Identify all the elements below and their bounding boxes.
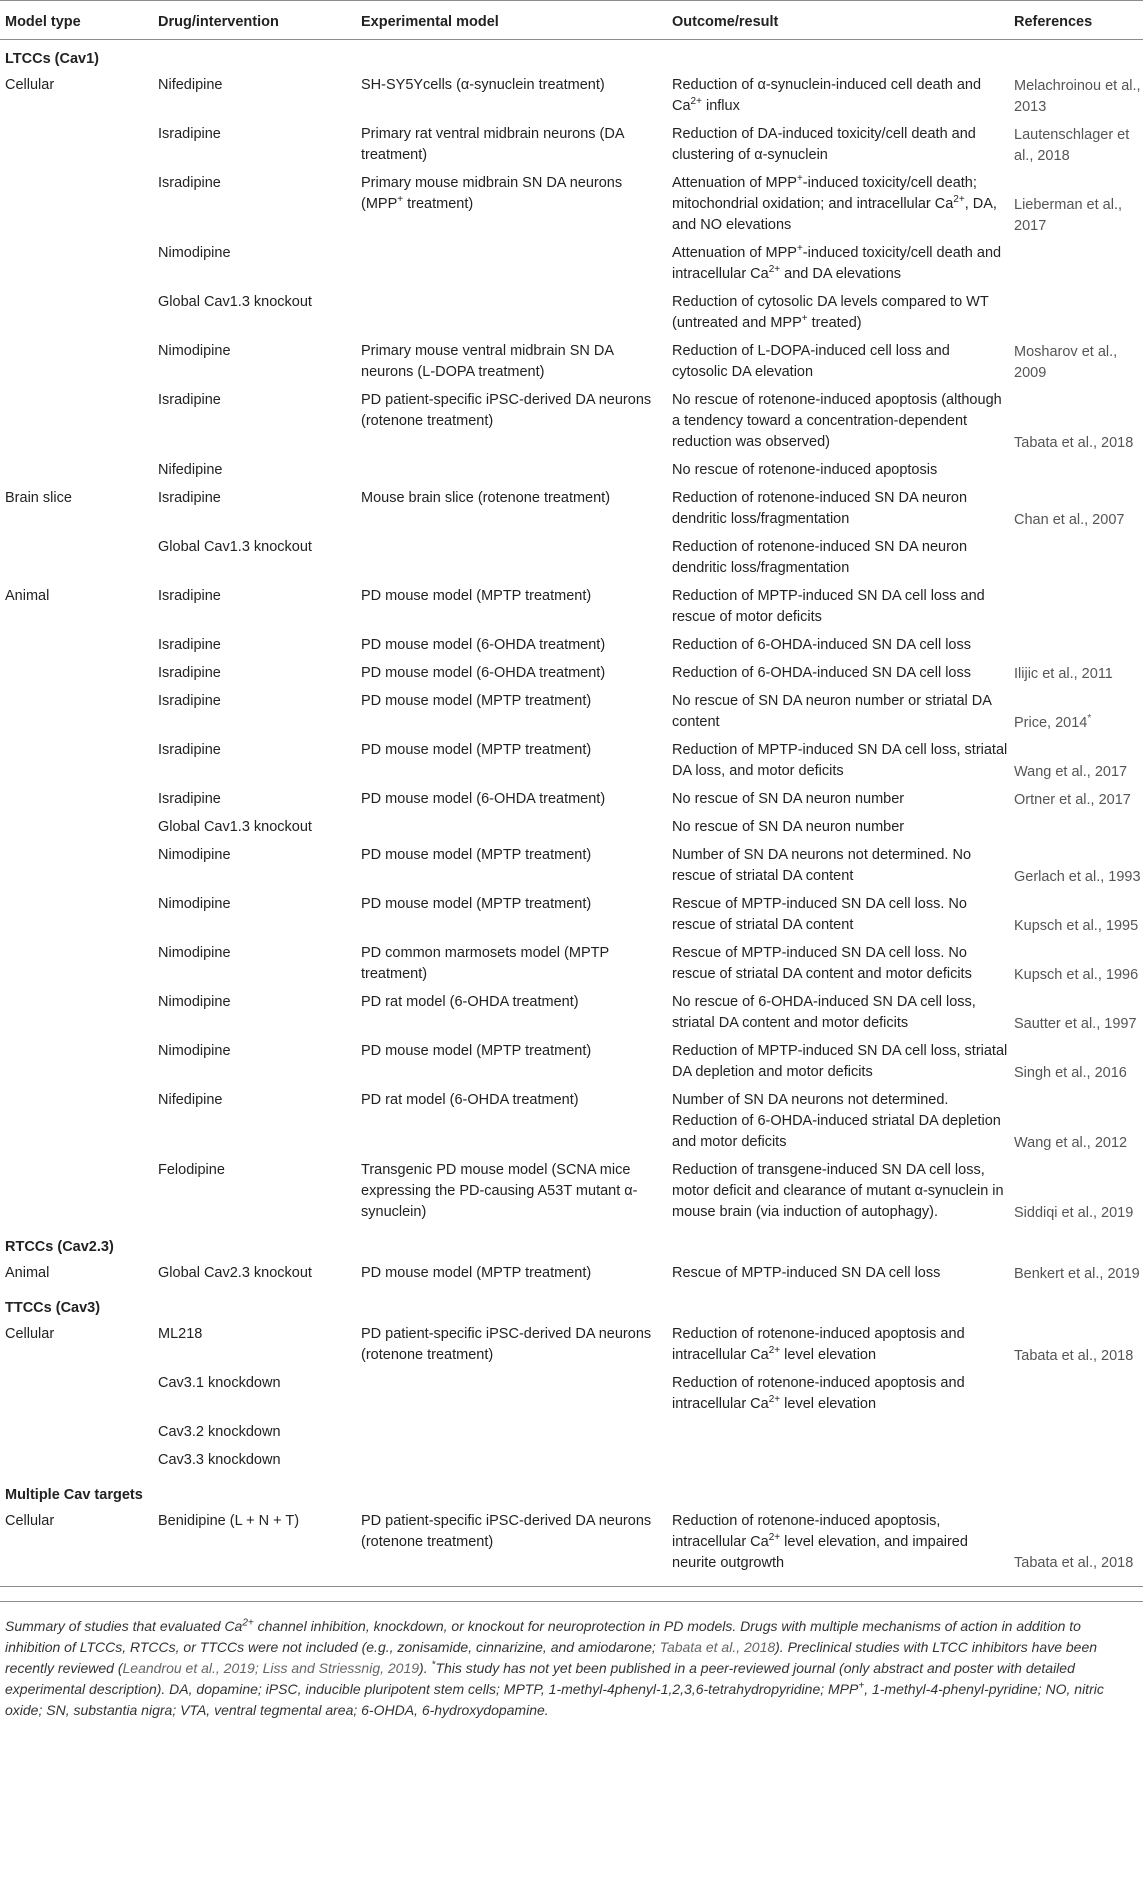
cell-experimental-model	[356, 815, 667, 843]
cell-model-type	[0, 738, 153, 787]
cell-drug: Nimodipine	[158, 245, 231, 261]
cell-experimental-model	[356, 458, 667, 486]
table-body	[0, 40, 1143, 1587]
cell-model-type	[0, 892, 153, 941]
cell-model-type	[0, 290, 153, 339]
table-row	[0, 290, 1143, 339]
cell-reference: Sautter et al., 1997	[1014, 1016, 1137, 1032]
table-row	[0, 941, 1143, 990]
cell-outcome: Reduction of 6-OHDA-induced SN DA cell loss	[672, 637, 971, 653]
cell-drug: Nimodipine	[158, 1043, 231, 1059]
cell-model-type: Cellular	[0, 1509, 153, 1587]
table-row	[0, 535, 1143, 584]
cell-model-type: Animal	[5, 1265, 50, 1281]
cell-experimental-model: Primary rat ventral midbrain neurons (DA treatment)	[361, 126, 624, 163]
cell-drug: Isradipine	[158, 637, 221, 653]
cell-reference: Ortner et al., 2017	[1014, 792, 1131, 808]
cell-drug: Nimodipine	[158, 847, 231, 863]
cell-experimental-model	[356, 1371, 667, 1420]
cell-reference	[1009, 290, 1143, 339]
table-row	[0, 1420, 1143, 1448]
cell-outcome: Reduction of DA-induced toxicity/cell death and clustering of α-synuclein	[672, 126, 976, 163]
cell-experimental-model: SH-SY5Ycells (α-synuclein treatment)	[361, 77, 605, 93]
cell-reference: Tabata et al., 2018	[1014, 435, 1134, 451]
cell-reference: Lieberman et al., 2017	[1014, 197, 1123, 234]
cell-drug: Global Cav2.3 knockout	[158, 1265, 312, 1281]
cell-reference	[1009, 1420, 1143, 1448]
table-row	[0, 892, 1143, 941]
cell-reference: Kupsch et al., 1996	[1014, 967, 1139, 983]
cell-model-type	[0, 843, 153, 892]
table-row	[0, 1039, 1143, 1088]
cell-model-type	[0, 241, 153, 290]
cell-drug: Isradipine	[158, 665, 221, 681]
cell-model-type	[0, 388, 153, 458]
cell-experimental-model: Primary mouse ventral midbrain SN DA neurons (L-DOPA treatment)	[361, 343, 614, 380]
cell-model-type	[0, 990, 153, 1039]
cell-drug: Isradipine	[158, 791, 221, 807]
section-title: RTCCs (Cav2.3)	[5, 1239, 114, 1255]
cell-experimental-model: PD mouse model (MPTP treatment)	[361, 742, 592, 758]
cell-model-type	[0, 815, 153, 843]
table-row	[0, 1448, 1143, 1476]
cell-experimental-model	[356, 1420, 667, 1448]
cell-reference	[1009, 815, 1143, 843]
cell-reference	[1009, 633, 1143, 661]
cell-reference: Price, 2014*	[1014, 713, 1092, 731]
cell-drug: Nimodipine	[158, 945, 231, 961]
table-row	[0, 584, 1143, 633]
table-row	[0, 843, 1143, 892]
section-title: LTCCs (Cav1)	[5, 51, 99, 67]
cell-model-type: Cellular	[5, 77, 55, 93]
table-header-row	[0, 1, 1143, 40]
cell-model-type	[0, 1039, 153, 1088]
cell-outcome: Reduction of rotenone-induced apoptosis and intracellular $Ca^{2+}$ level elevation	[672, 1375, 965, 1412]
cell-drug: Global Cav1.3 knockout	[158, 294, 312, 310]
cell-drug: Nifedipine	[158, 1092, 223, 1108]
cell-outcome: No rescue of 6-OHDA-induced SN DA cell loss, striatal DA content and motor deficits	[672, 994, 976, 1031]
header-references: References	[1009, 1, 1143, 40]
cell-model-type	[0, 171, 153, 241]
cell-drug: Isradipine	[158, 588, 221, 604]
cell-reference: Ilijic et al., 2011	[1014, 666, 1113, 682]
cell-model-type	[0, 535, 153, 584]
cell-drug: Nimodipine	[158, 994, 231, 1010]
table-row	[0, 1371, 1143, 1420]
cell-reference: Siddiqi et al., 2019	[1014, 1205, 1134, 1221]
cell-reference	[1009, 241, 1143, 290]
cell-outcome: Reduction of 6-OHDA-induced SN DA cell loss	[672, 665, 971, 681]
table-row	[0, 339, 1143, 388]
cell-experimental-model: Transgenic PD mouse model (SCNA mice expressing the PD-causing A53T mutant α-synuclein)	[361, 1162, 638, 1220]
cell-experimental-model: PD mouse model (MPTP treatment)	[361, 1043, 592, 1059]
cell-outcome: Rescue of MPTP-induced SN DA cell loss. No rescue of striatal DA content and motor deficits	[672, 945, 972, 982]
cell-reference: Wang et al., 2017	[1014, 764, 1128, 780]
table-row	[0, 486, 1143, 535]
table-row	[0, 689, 1143, 738]
cell-experimental-model: PD mouse model (MPTP treatment)	[361, 847, 592, 863]
cell-drug: Nimodipine	[158, 343, 231, 359]
table-row	[0, 171, 1143, 241]
cell-model-type	[0, 689, 153, 738]
cell-experimental-model	[356, 535, 667, 584]
section-header-row	[0, 1476, 1143, 1509]
cell-drug: Nifedipine	[158, 77, 223, 93]
cell-experimental-model: PD common marmosets model (MPTP treatment)	[361, 945, 609, 982]
cell-experimental-model: PD rat model (6-OHDA treatment)	[361, 1092, 579, 1108]
cell-experimental-model: PD patient-specific iPSC-derived DA neurons (rotenone treatment)	[356, 1509, 667, 1587]
cell-outcome: Reduction of cytosolic DA levels compared to WT (untreated and MPP+ treated)	[672, 294, 989, 331]
cell-outcome: Number of SN DA neurons not determined. Reduction of 6-OHDA-induced striatal DA depletion and motor deficits	[672, 1092, 1001, 1150]
table-row	[0, 990, 1143, 1039]
table-row	[0, 1261, 1143, 1289]
table-row	[0, 661, 1143, 689]
cell-reference: Chan et al., 2007	[1014, 512, 1125, 528]
cell-reference	[1009, 584, 1143, 633]
cell-model-type: Brain slice	[5, 490, 72, 506]
table-row	[0, 738, 1143, 787]
cell-outcome: Number of SN DA neurons not determined. No rescue of striatal DA content	[672, 847, 972, 884]
table-row	[0, 241, 1143, 290]
cell-model-type	[0, 941, 153, 990]
section-title: TTCCs (Cav3)	[5, 1300, 101, 1316]
cell-model-type	[0, 458, 153, 486]
cell-reference	[1009, 1371, 1143, 1420]
cell-outcome: No rescue of SN DA neuron number or striatal DA content	[672, 693, 992, 730]
cell-experimental-model: Mouse brain slice (rotenone treatment)	[361, 490, 611, 506]
cell-experimental-model: PD mouse model (6-OHDA treatment)	[361, 637, 606, 653]
cell-outcome	[667, 1448, 1009, 1476]
cell-experimental-model: PD rat model (6-OHDA treatment)	[361, 994, 579, 1010]
section-header-row	[0, 40, 1143, 74]
cell-model-type	[0, 633, 153, 661]
cell-reference: Benkert et al., 2019	[1014, 1266, 1140, 1282]
cell-outcome: Rescue of MPTP-induced SN DA cell loss. No rescue of striatal DA content	[672, 896, 967, 933]
cell-outcome: No rescue of SN DA neuron number	[672, 819, 905, 835]
cell-drug: Cav3.3 knockdown	[158, 1452, 281, 1468]
cell-reference: Tabata et al., 2018	[1014, 1348, 1134, 1364]
cell-outcome: Attenuation of MPP+-induced toxicity/cell death; mitochondrial oxidation; and intracellular $Ca^{2+}$, DA, and NO elevations	[672, 173, 997, 233]
cell-outcome: Reduction of MPTP-induced SN DA cell loss, striatal DA loss, and motor deficits	[672, 742, 1008, 779]
cell-model-type	[0, 661, 153, 689]
cell-drug: ML218	[158, 1326, 203, 1342]
cell-reference: Melachroinou et al., 2013	[1014, 78, 1141, 115]
cell-experimental-model	[356, 1448, 667, 1476]
header-model-type: Model type	[0, 1, 153, 40]
cell-reference: Wang et al., 2012	[1014, 1135, 1128, 1151]
cell-reference: Tabata et al., 2018	[1009, 1509, 1143, 1587]
cell-reference: Lautenschlager et al., 2018	[1014, 127, 1130, 164]
cell-experimental-model: PD patient-specific iPSC-derived DA neurons (rotenone treatment)	[361, 392, 652, 429]
cell-reference	[1009, 458, 1143, 486]
cell-outcome: Reduction of transgene-induced SN DA cell loss, motor deficit and clearance of mutant α-synuclein in mouse brain (via induction of autophagy).	[672, 1162, 1004, 1220]
cell-experimental-model: PD mouse model (MPTP treatment)	[361, 693, 592, 709]
cell-model-type	[0, 122, 153, 171]
cell-drug: Global Cav1.3 knockout	[158, 539, 312, 555]
cell-drug: Global Cav1.3 knockout	[158, 819, 312, 835]
cell-drug: Nimodipine	[158, 896, 231, 912]
cell-outcome: No rescue of rotenone-induced apoptosis (although a tendency toward a concentration-dependent reduction was observed)	[672, 392, 1002, 450]
cell-reference	[1009, 535, 1143, 584]
table-row	[0, 633, 1143, 661]
header-drug: Drug/intervention	[153, 1, 356, 40]
cell-outcome: Reduction of rotenone-induced apoptosis, intracellular $Ca^{2+}$ level elevation, and impaired neurite outgrowth	[667, 1509, 1009, 1587]
cell-outcome: Reduction of MPTP-induced SN DA cell loss and rescue of motor deficits	[672, 588, 985, 625]
cell-drug: Isradipine	[158, 392, 221, 408]
cell-drug: Benidipine (L + N + T)	[153, 1509, 356, 1587]
cell-reference: Gerlach et al., 1993	[1014, 869, 1141, 885]
table-row	[0, 1088, 1143, 1158]
cell-model-type	[0, 1158, 153, 1228]
cell-reference: Mosharov et al., 2009	[1014, 344, 1118, 381]
cell-outcome: Reduction of α-synuclein-induced cell death and $Ca^{2+}$ influx	[672, 77, 982, 114]
cell-reference: Singh et al., 2016	[1014, 1065, 1127, 1081]
header-outcome: Outcome/result	[667, 1, 1009, 40]
table-row	[0, 815, 1143, 843]
cell-outcome: Rescue of MPTP-induced SN DA cell loss	[672, 1265, 941, 1281]
table-row	[0, 1158, 1143, 1228]
table-row	[0, 1322, 1143, 1371]
cell-model-type: Cellular	[5, 1326, 55, 1342]
table-footnote: Summary of studies that evaluated $Ca^{2+}$ channel inhibition, knockdown, or knockout for neuroprotection in PD models. Drugs with multiple mechanisms of action in addition to inhibition of LTCCs, RTCCs, or TTCCs were not included (e.g., zonisamide, cinnarizine, and amiodarone; Tabata et al., 2018). Preclinical studies with LTCC inhibitors have been recently reviewed (Leandrou et al., 2019; Liss and Striessnig, 2019). *This study has not yet been published in a peer-reviewed journal (only abstract and poster with detailed experimental description). DA, dopamine; iPSC, inducible pluripotent stem cells; MPTP, 1-methyl-4phenyl-1,2,3,6-tetrahydropyridine; MPP+, 1-methyl-4-phenyl-pyridine; NO, nitric oxide; SN, substantia nigra; VTA, ventral tegmental area; 6-OHDA, 6-hydroxydopamine.	[0, 1601, 1143, 1721]
cell-model-type	[0, 1088, 153, 1158]
cell-drug: Felodipine	[158, 1162, 225, 1178]
cell-outcome	[667, 1420, 1009, 1448]
cell-experimental-model: PD mouse model (MPTP treatment)	[361, 588, 592, 604]
cell-drug: Cav3.1 knockdown	[158, 1375, 281, 1391]
section-header-row	[0, 1228, 1143, 1261]
cell-drug: Isradipine	[158, 742, 221, 758]
table-row	[0, 1509, 1143, 1587]
table-row	[0, 122, 1143, 171]
cell-reference: Kupsch et al., 1995	[1014, 918, 1139, 934]
cell-drug: Cav3.2 knockdown	[158, 1424, 281, 1440]
cell-experimental-model: PD mouse model (6-OHDA treatment)	[361, 791, 606, 807]
cell-model-type	[0, 339, 153, 388]
cell-outcome: No rescue of rotenone-induced apoptosis	[672, 462, 938, 478]
cell-drug: Isradipine	[158, 490, 221, 506]
cell-outcome: Reduction of MPTP-induced SN DA cell loss, striatal DA depletion and motor deficits	[672, 1043, 1008, 1080]
cell-outcome: No rescue of SN DA neuron number	[672, 791, 905, 807]
cell-drug: Isradipine	[158, 693, 221, 709]
cell-outcome: Reduction of rotenone-induced SN DA neuron dendritic loss/fragmentation	[672, 539, 968, 576]
cell-outcome: Attenuation of MPP+-induced toxicity/cell death and intracellular $Ca^{2+}$ and DA elevations	[672, 243, 1002, 282]
cell-model-type	[0, 1420, 153, 1448]
header-experimental-model: Experimental model	[356, 1, 667, 40]
table-row	[0, 73, 1143, 122]
table-row	[0, 388, 1143, 458]
cell-experimental-model	[356, 290, 667, 339]
cell-outcome: Reduction of rotenone-induced apoptosis and intracellular $Ca^{2+}$ level elevation	[672, 1326, 965, 1363]
cell-drug: Isradipine	[158, 175, 221, 191]
cell-outcome: Reduction of rotenone-induced SN DA neuron dendritic loss/fragmentation	[672, 490, 968, 527]
cell-drug: Nifedipine	[158, 462, 223, 478]
cell-experimental-model: PD mouse model (6-OHDA treatment)	[361, 665, 606, 681]
section-title: Multiple Cav targets	[5, 1487, 143, 1503]
cell-experimental-model: Primary mouse midbrain SN DA neurons (MPP+ treatment)	[361, 175, 623, 212]
cell-model-type	[0, 787, 153, 815]
cell-experimental-model	[356, 241, 667, 290]
cell-outcome: Reduction of L-DOPA-induced cell loss and cytosolic DA elevation	[672, 343, 950, 380]
cell-drug: Isradipine	[158, 126, 221, 142]
cell-model-type: Animal	[5, 588, 50, 604]
cell-experimental-model: PD patient-specific iPSC-derived DA neurons (rotenone treatment)	[361, 1326, 652, 1363]
cell-model-type	[0, 1371, 153, 1420]
cell-experimental-model: PD mouse model (MPTP treatment)	[361, 896, 592, 912]
table-row	[0, 458, 1143, 486]
table-row	[0, 787, 1143, 815]
cell-reference	[1009, 1448, 1143, 1476]
cell-model-type	[0, 1448, 153, 1476]
cell-experimental-model: PD mouse model (MPTP treatment)	[361, 1265, 592, 1281]
section-header-row	[0, 1289, 1143, 1322]
